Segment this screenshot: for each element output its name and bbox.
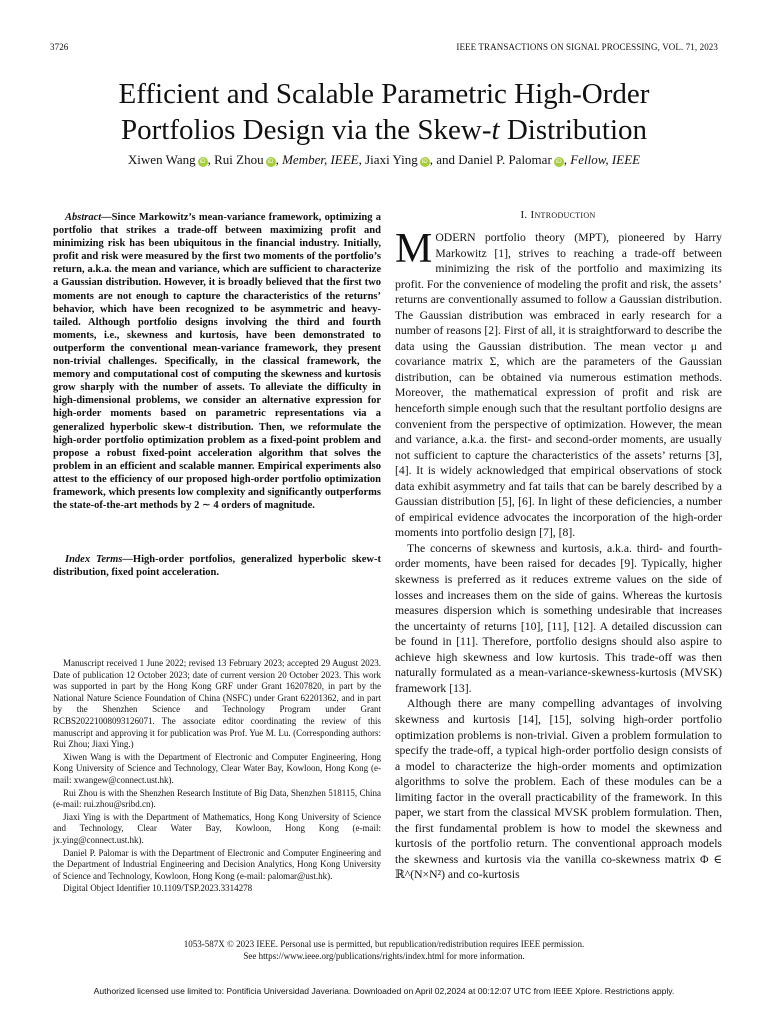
drop-cap: M — [395, 226, 433, 272]
footnotes — [53, 658, 381, 896]
license-banner: Authorized licensed use limited to: Pontificia Universidad Javeriana. Downloaded on April 02,2024 at 00:12:07 UTC from IEEE Xplore. Restrictions apply. — [93, 986, 675, 996]
manuscript-note: Manuscript received 1 June 2022; revised 13 February 2023; accepted 29 August 2023. Date of publication 12 October 2023; date of current version 20 October 2023. This work was supported in part by the Hong Kong GRF under Grant 16207820, in part by the National Nature Science Foundation of China (NSFC) under Grant 62201362, and in part by the Shenzhen Science and Technology Program under Grant RCBS20221008093126071. The associate editor coordinating the review of this manuscript and approving it for publication was Prof. Yue M. Lu. (Corresponding authors: Rui Zhou; Jiaxi Ying.) — [53, 658, 381, 750]
author-4-role: Fellow, IEEE — [570, 152, 641, 167]
affiliation-palomar: Daniel P. Palomar is with the Department of Electronic and Computer Engineering and the Department of Industrial Engineering and Decision Analytics, Hong Kong University of Science and Technology, Kowloon, Hong Kong (e-mail: palomar@ust.hk). — [53, 847, 381, 881]
title-line-1: Efficient and Scalable Parametric High-Order — [118, 78, 650, 110]
author-3: Jiaxi Ying — [365, 152, 418, 167]
orcid-icon[interactable]: iD — [554, 157, 564, 167]
intro-paragraph-1: MODERN portfolio theory (MPT), pioneered by Harry Markowitz [1], strives to reaching a trade-off between minimizing the risk of the portfolio and maximizing its profit. For the convenience of modeling the profit and risk, the assets’ returns are conventionally assumed to follow a Gaussian distribution. The Gaussian distribution was embraced in early research for a number of reasons [2]. First of all, it is straightforward to describe the data using the Gaussian distribution. The mean vector μ and covariance matrix Σ, which are the parameters of the Gaussian distribution, can be obtained via numerous estimation methods. Moreover, the mathematical expression of profit and risk are henceforth simple enough such that the resultant portfolio designs are convenient from the perspective of optimization. However, the mean and variance, a.k.a. the first- and second-order moments, are usually not sufficient to capture the characteristics of the assets’ returns [3], [4]. It is widely acknowledged that empirical observations of stock data exhibit asymmetry and fat tails that can be barely described by a Gaussian distribution [5], [6]. In light of these deficiencies, a number of empirical evidence advocates the incorporation of the high-order moments into portfolio design [7], [8]. — [395, 226, 722, 540]
section-heading: I. Introduction — [520, 209, 596, 221]
abstract-label: Abstract — [65, 212, 102, 223]
title-line-2: Portfolios Design via the Skew-t Distribution — [121, 114, 647, 146]
intro-paragraph-3: Although there are many compelling advantages of involving skewness and kurtosis [14], [15], solving high-order portfolio optimization problems is non-trivial. Given a problem formulation to specify the trade-off, a typical high-order portfolio design consists of a model to characterize the high-order moments and optimization algorithms to solve the problem. Each of these modules can be a limiting factor in the overall practicability of the framework. In this paper, we start from the classical MVSK problem formulation. Then, the first fundamental problem is how to model the skewness and kurtosis of the portfolio return. The conventional approach models the skewness and kurtosis via the vanilla co-skewness matrix Φ ∈ ℝ^(N×N²) and co-kurtosis — [395, 697, 722, 882]
affiliation-wang: Xiwen Wang is with the Department of Electronic and Computer Engineering, Hong Kong University of Science and Technology, Clear Water Bay, Kowloon, Hong Kong (e-mail: xwangew@connect.ust.hk). — [53, 751, 381, 785]
copyright-line: 1053-587X © 2023 IEEE. Personal use is permitted, but republication/redistribution requires IEEE permission. — [183, 939, 585, 949]
affiliation-zhou: Rui Zhou is with the Shenzhen Research Institute of Big Data, Shenzhen 518115, China (e-mail: rui.zhou@sribd.cn). — [53, 787, 381, 810]
intro-paragraph-2: The concerns of skewness and kurtosis, a.k.a. third- and fourth-order moments, have been raised for decades [9]. Typically, higher skewness is preferred as it reduces extreme values on the side of losses and increases them on the side of gains. Whereas the kurtosis measures dispersion which is something undesirable that increases the uncertainty of returns [10], [11], [12]. A detailed discussion can be found in [11]. Therefore, portfolio designs should also aspire to achieve high skewness and low kurtosis. This trade-off was then naturally formulated as a mean-variance-skewness-kurtosis (MVSK) framework [13]. — [395, 541, 722, 695]
index-terms-text: —High-order portfolios, generalized hyperbolic skew-t distribution, fixed point acceleration. — [53, 554, 381, 579]
author-2: Rui Zhou — [214, 152, 264, 167]
author-1: Xiwen Wang — [127, 152, 196, 167]
intro-body — [395, 226, 722, 883]
author-list: Xiwen Wang iD , Rui Zhou iD , Member, IEEE, Jiaxi Ying iD , and Daniel P. Palomar iD , Fellow, IEEE — [127, 152, 641, 167]
copyright-footer — [0, 938, 768, 962]
doi: Digital Object Identifier 10.1109/TSP.2023.3314278 — [63, 883, 253, 894]
orcid-icon[interactable]: iD — [266, 157, 276, 167]
orcid-icon[interactable]: iD — [198, 157, 208, 167]
orcid-icon[interactable]: iD — [420, 157, 430, 167]
paper-title — [0, 76, 768, 148]
rights-line: See https://www.ieee.org/publications/rights/index.html for more information. — [243, 951, 525, 961]
author-4: and Daniel P. Palomar — [436, 152, 552, 167]
abstract-text: —Since Markowitz’s mean-variance framework, optimizing a portfolio that strikes a trade-off between maximizing profit and minimizing risk has been ubiquitous in the financial industry. Initially, profit and risk were measured by the first two moments of the portfolio’s return, a.k.a. the mean and variance, which are sufficient to characterize a Gaussian distribution. However, it is broadly believed that the first two moments are not enough to capture the characteristics of the returns’ behavior, which have been recognized to be asymmetric and heavy-tailed. Although portfolio designs involving the third and fourth moments, i.e., skewness and kurtosis, have been demonstrated to outperform the conventional mean-variance framework, they present non-trivial challenges. Specifically, in the classical framework, the memory and computational cost of computing the skewness and kurtosis grow sharply with the number of assets. To alleviate the difficulty in high-dimensional problems, we consider an alternative expression for high-order moments based on parametric representations via a generalized hyperbolic skew-t distribution. Then, we reformulate the high-order portfolio optimization problem as a fixed-point problem and propose a robust fixed-point acceleration algorithm that solves the problem in an efficient and scalable manner. Empirical experiments also attest to the efficiency of our proposed high-order portfolio optimization framework, which presents low complexity and significantly outperforms the state-of-the-art methods by 2 ∼ 4 orders of magnitude. — [53, 212, 381, 512]
page-number: 3726 — [50, 42, 69, 52]
affiliation-ying: Jiaxi Ying is with the Department of Mathematics, Hong Kong University of Science and Technology, Clear Water Bay, Kowloon, Hong Kong (e-mail: jx.ying@connect.ust.hk). — [53, 811, 381, 845]
index-terms-label: Index Terms — [65, 554, 123, 565]
abstract — [53, 211, 381, 512]
index-terms — [53, 553, 381, 579]
author-2-role: Member, IEEE — [282, 152, 359, 167]
journal-header: IEEE TRANSACTIONS ON SIGNAL PROCESSING, VOL. 71, 2023 — [456, 42, 718, 52]
